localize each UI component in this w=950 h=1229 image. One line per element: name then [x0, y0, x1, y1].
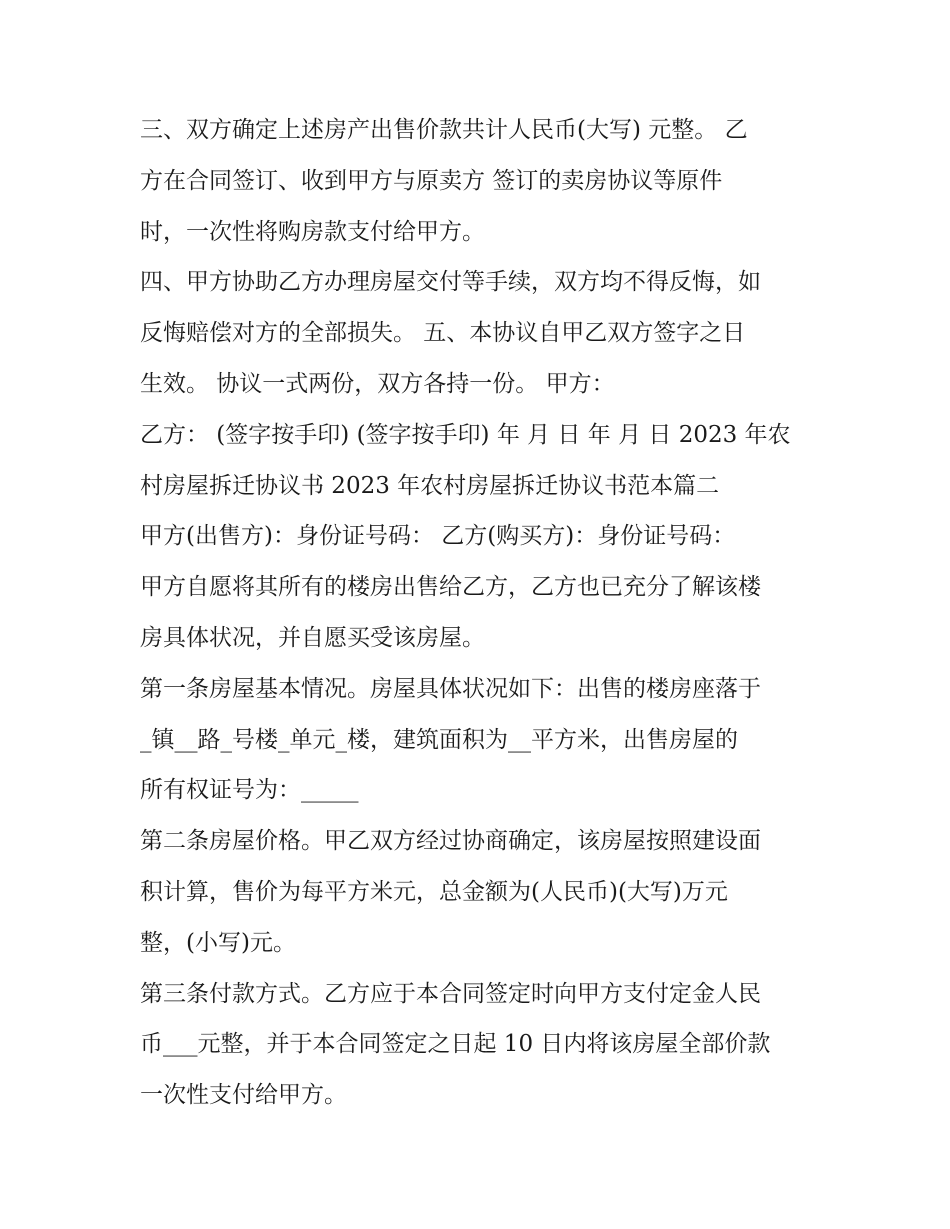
text-line: 生效。 协议一式两份，双方各持一份。 甲方：	[140, 370, 615, 397]
text-line: 时，一次性将购房款支付给甲方。	[140, 218, 485, 245]
text-line: 第一条房屋基本情况。房屋具体状况如下：出售的楼房座落于	[140, 675, 761, 702]
text-line: 第二条房屋价格。甲乙双方经过协商确定，该房屋按照建设面	[140, 828, 761, 855]
text-line: 币___元整，并于本合同签定之日起 10 日内将该房屋全部价款	[140, 1031, 771, 1058]
text-line: 方在合同签订、收到甲方与原卖方 签订的卖房协议等原件	[140, 167, 723, 194]
text-line: 房具体状况，并自愿买受该房屋。	[140, 624, 485, 651]
text-line: 整，(小写)元。	[140, 929, 296, 956]
text-line: 甲方(出售方)：身份证号码： 乙方(购买方)：身份证号码：	[140, 523, 736, 550]
text-line: 甲方自愿将其所有的楼房出售给乙方，乙方也已充分了解该楼	[140, 574, 761, 601]
text-line: _镇__路_号楼_单元_楼，建筑面积为__平方米，出售房屋的	[140, 726, 738, 753]
document-body	[140, 105, 820, 1121]
text-line: 四、甲方协助乙方办理房屋交付等手续，双方均不得反悔，如	[140, 269, 761, 296]
text-line: 乙方： (签字按手印) (签字按手印) 年 月 日 年 月 日 2023 年农	[140, 421, 791, 448]
text-line: 三、双方确定上述房产出售价款共计人民币(大写) 元整。 乙	[140, 117, 748, 143]
text-line: 一次性支付给甲方。	[140, 1082, 347, 1109]
text-line: 所有权证号为：_____	[140, 777, 359, 804]
text-line: 第三条付款方式。乙方应于本合同签定时向甲方支付定金人民	[140, 980, 761, 1007]
text-line: 积计算，售价为每平方米元，总金额为(人民币)(大写)万元	[140, 878, 728, 905]
text-line: 反悔赔偿对方的全部损失。 五、本协议自甲乙双方签字之日	[140, 320, 746, 347]
text-line: 村房屋拆迁协议书 2023 年农村房屋拆迁协议书范本篇二	[140, 472, 720, 499]
